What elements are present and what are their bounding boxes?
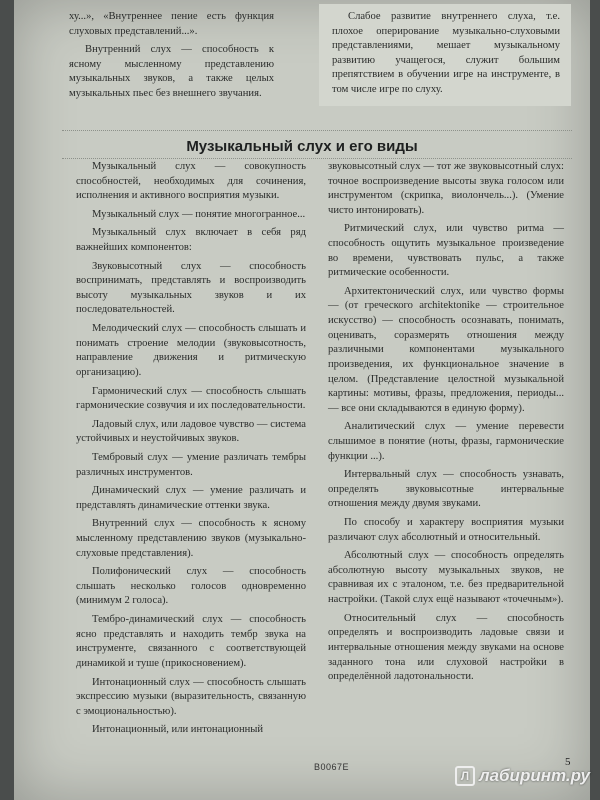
paragraph: Внутренний слух — способность к ясному мысленному представлению звуков (музыкально-слуховые представления). <box>76 518 306 559</box>
paragraph: Музыкальный слух включает в себя ряд важнейших компонентов: <box>76 227 306 254</box>
paragraph: Музыкальный слух — совокупность способностей, необходимых для сочинения, исполнения и активного восприятия музыки. <box>76 161 306 202</box>
paragraph: ху...», «Внутреннее пение есть функция слуховых представлений...». <box>69 11 274 37</box>
section-heading: Музыкальный слух и его виды <box>186 138 418 155</box>
watermark <box>455 766 590 786</box>
paragraph: Тембровый слух — умение различать тембры различных инструментов. <box>76 451 306 478</box>
right-column <box>328 160 564 689</box>
paragraph: Динамический слух — умение различать и представлять динамические оттенки звука. <box>76 485 306 511</box>
paragraph: Архитектонический слух, или чувство формы — (от греческого architektonike — строительное искусство) — способность осознавать, понимать, оценивать, соразмерять отношения между различными компонентами музыкального произведения, их функциональное значение в целом. (Представление целостной музыкальной картины: мотивы, фразы, предложения, периоды... — все они складываются в единую форму). <box>328 285 564 414</box>
footer-code: B0067E <box>314 762 350 772</box>
paragraph: Относительный слух — способность определять и воспроизводить ладовые связи и интервальные отношения между звуками на основе заданного тона или слуховой настройки в определённой ладотональности. <box>328 612 564 683</box>
paragraph: Аналитический слух — умение перевести слышимое в понятие (ноты, фразы, гармонические функции ...). <box>328 421 564 462</box>
watermark-text: лабиринт.ру <box>479 766 590 785</box>
top-right-text <box>332 10 560 102</box>
book-page <box>14 0 590 800</box>
paragraph: Интервальный слух — способность узнавать, определять звуковысотные интервальные отношения между двумя звуками. <box>328 469 564 510</box>
paragraph: Мелодический слух — способность слышать и понимать строение мелодии (звуковысотность, направление движения и ритмическую организацию). <box>76 323 306 378</box>
paragraph: Звуковысотный слух — способность воспринимать, представлять и воспроизводить высоту музыкальных звуков и их последовательностей. <box>76 260 306 316</box>
paragraph: Слабое развитие внутреннего слуха, т.е. плохое оперирование музыкально-слуховыми представлениями, мешает музыкальному развитию учащегося, служит большим препятствием в обучении игре на инструменте, в том числе игре по слуху. <box>332 11 560 96</box>
paragraph: По способу и характеру восприятия музыки различают слух абсолютный и относительный. <box>328 517 564 543</box>
paragraph: Интонационный, или интонационный <box>92 724 264 736</box>
paragraph: Ритмический слух, или чувство ритма — способность ощутить музыкальное произведение во времени, чувствовать пульс, а также ритмические особенности. <box>328 223 564 279</box>
paragraph: Тембро-динамический слух — способность ясно представлять и находить тембр звука на инструменте, связанного с соответствующей динамикой и туше (прикосновением). <box>76 614 306 669</box>
paragraph: Гармонический слух — способность слышать гармонические созвучия и их последовательности. <box>76 385 306 412</box>
top-left-text <box>69 10 274 106</box>
paragraph: Полифонический слух — способность слышать несколько голосов одновременно (минимум 2 голоса). <box>76 566 306 607</box>
paragraph: Музыкальный слух — понятие многогранное... <box>92 208 306 220</box>
labirint-logo-icon: Л <box>455 766 475 786</box>
divider <box>62 158 572 159</box>
paragraph: Ладовый слух, или ладовое чувство — система устойчивых и неустойчивых звуков. <box>76 418 306 445</box>
page-number: 5 <box>565 756 571 768</box>
left-column <box>76 160 306 742</box>
paragraph: Внутренний слух — способность к ясному мысленному представлению музыкальных звуков, а также целых музыкальных пьес без внешнего звучания. <box>69 44 274 100</box>
paragraph: Абсолютный слух — способность определять абсолютную высоту музыкальных звуков, не сравнивая их с эталоном, т.е. без предварительной настройки. (Такой слух ещё называют «точечным»). <box>328 550 564 606</box>
paragraph: Интонационный слух — способность слышать экспрессию музыки (выразительность, связанную с эмоциональностью). <box>76 676 306 717</box>
paragraph: звуковысотный слух — тот же звуковысотный слух: точное воспроизведение высоты звука голосом или инструментом (скрипка, виолончель...). (Умение чисто интонировать). <box>328 161 564 216</box>
divider <box>62 130 572 131</box>
